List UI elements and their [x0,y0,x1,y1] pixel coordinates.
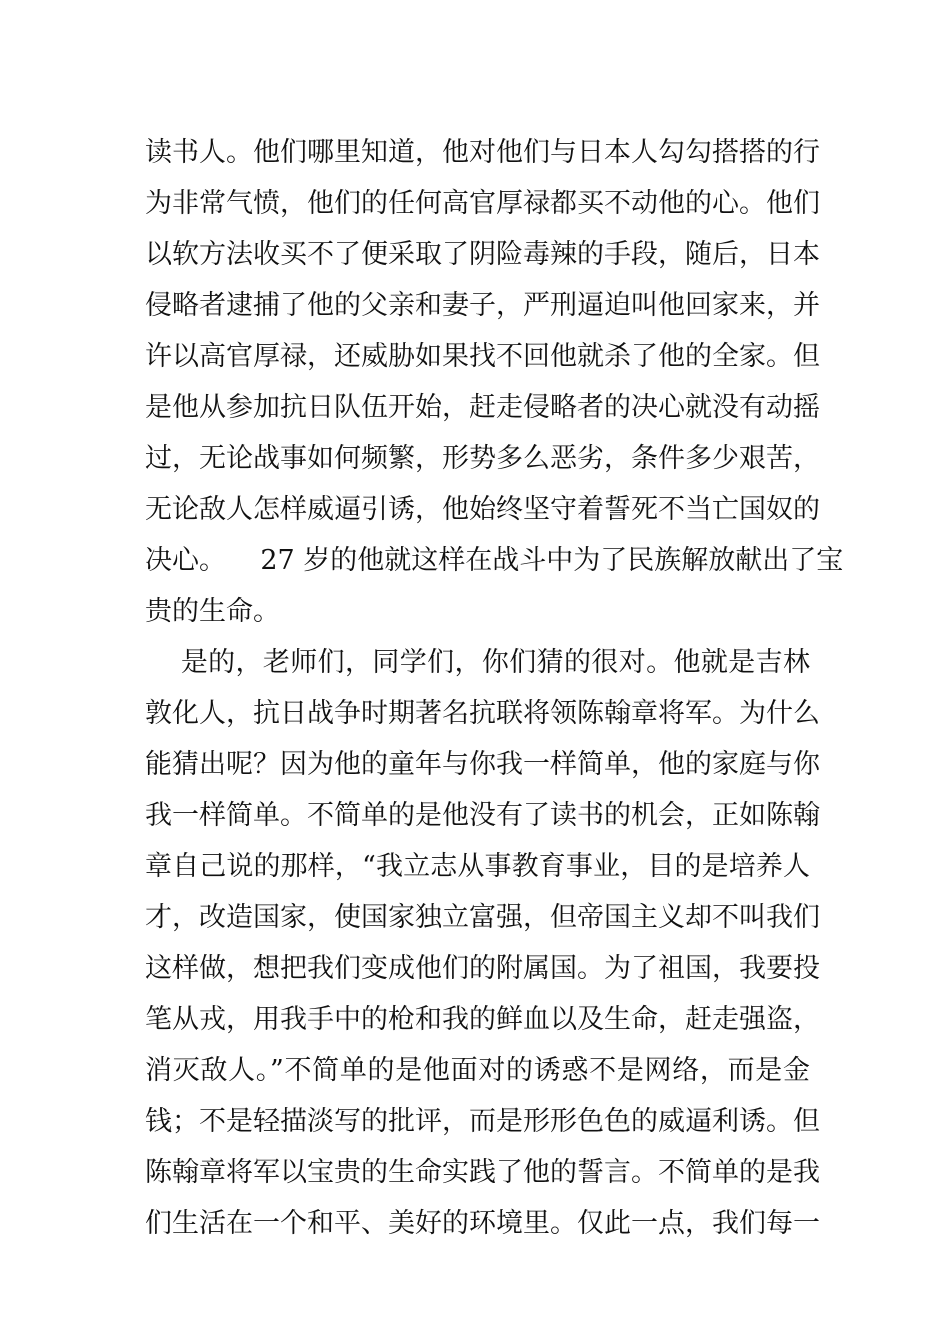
text-line: 陈翰章将军以宝贵的生命实践了他的誓言。不简单的是我 [145,1157,820,1188]
text-line: 消灭敌人。”不简单的是他面对的诱惑不是网络，而是金 [145,1055,810,1086]
text-line: 章自己说的那样，“我立志从事教育事业，目的是培养人 [145,851,810,882]
text-line: 侵略者逮捕了他的父亲和妻子，严刑逼迫叫他回家来，并 [145,290,820,321]
paragraph-first-line: 是的，老师们，同学们，你们猜的很对。他就是吉林 [145,647,810,678]
text-line: 过，无论战事如何频繁，形势多么恶劣，条件多少艰苦， [145,443,820,474]
text-line: 敦化人，抗日战争时期著名抗联将领陈翰章将军。为什么 [145,698,820,729]
text-line: 们生活在一个和平、美好的环境里。仅此一点，我们每一 [145,1208,820,1239]
text-line: 为非常气愤，他们的任何高官厚禄都买不动他的心。他们 [145,188,820,219]
text-line: 能猜出呢？因为他的童年与你我一样简单，他的家庭与你 [145,749,820,780]
text-line: 是他从参加抗日队伍开始，赶走侵略者的决心就没有动摇 [145,392,820,423]
text-line: 无论敌人怎样威逼引诱，他始终坚守着誓死不当亡国奴的 [145,494,820,525]
text-line: 这样做，想把我们变成他们的附属国。为了祖国，我要投 [145,953,820,984]
paragraph-end-line: 贵的生命。 [145,596,280,627]
text-line: 笔从戎，用我手中的枪和我的鲜血以及生命，赶走强盗， [145,1004,820,1035]
text-line: 以软方法收买不了便采取了阴险毒辣的手段，随后，日本 [145,239,820,270]
text-line: 才，改造国家，使国家独立富强，但帝国主义却不叫我们 [145,902,820,933]
text-line: 许以高官厚禄，还威胁如果找不回他就杀了他的全家。但 [145,341,820,372]
text-line: 决心。 27 岁的他就这样在战斗中为了民族解放献出了宝 [145,545,844,576]
body-text [145,127,844,1249]
text-line: 钱；不是轻描淡写的批评，而是形形色色的威逼利诱。但 [145,1106,820,1137]
text-line: 读书人。他们哪里知道，他对他们与日本人勾勾搭搭的行 [145,137,820,168]
text-line: 我一样简单。不简单的是他没有了读书的机会，正如陈翰 [145,800,820,831]
